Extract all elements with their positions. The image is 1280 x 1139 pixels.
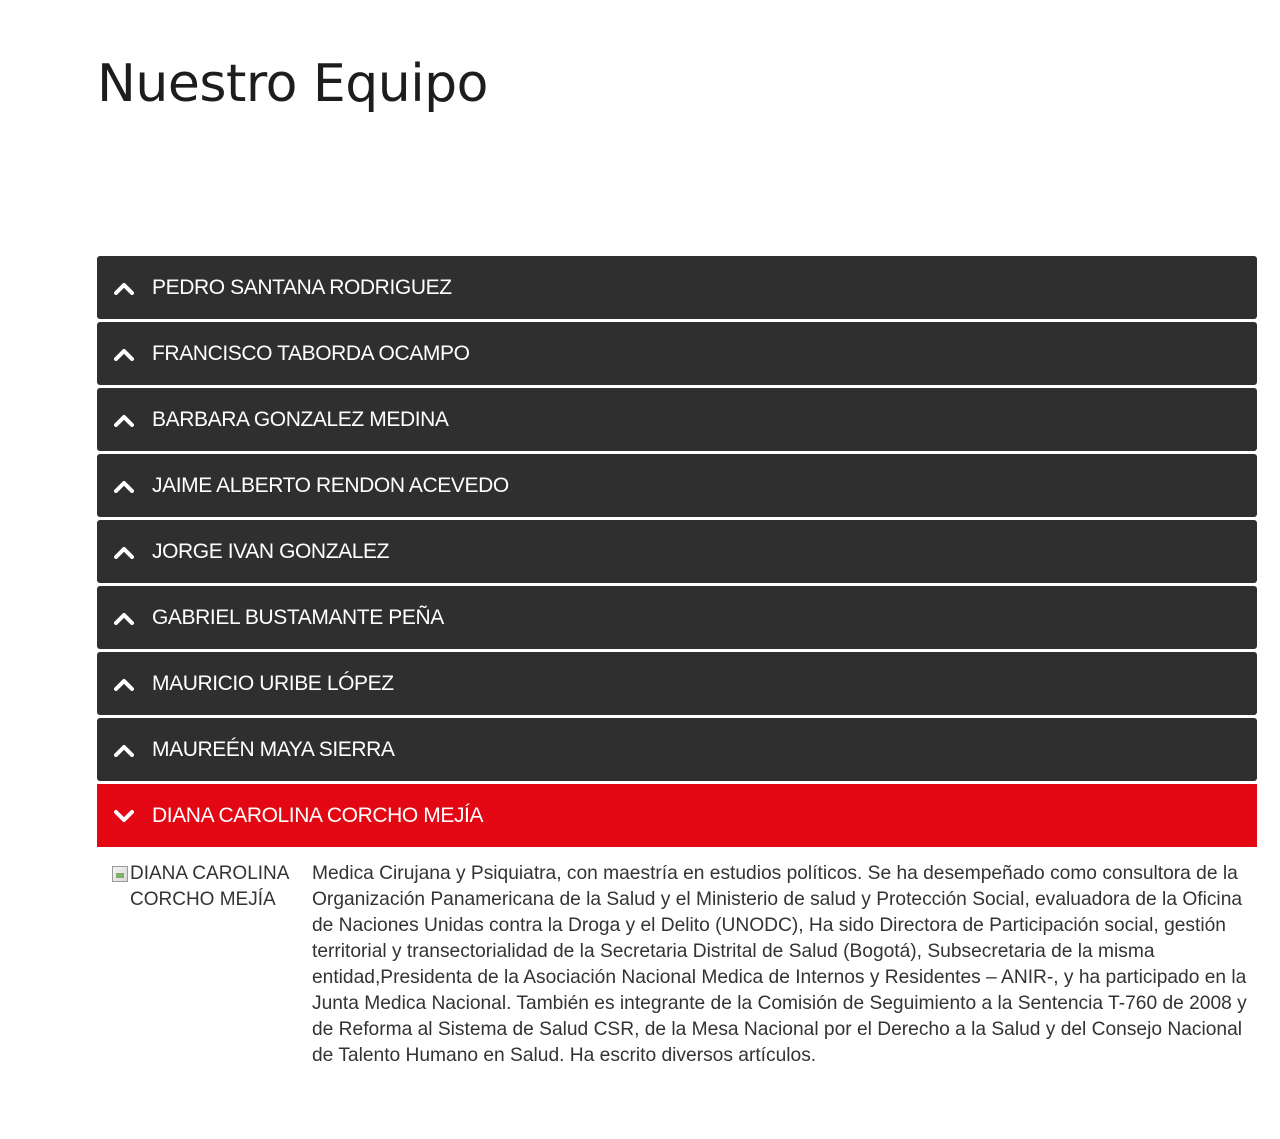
accordion-item <box>97 388 1257 451</box>
team-accordion <box>97 256 1257 1072</box>
accordion-item <box>97 454 1257 517</box>
accordion-header-diana-corcho[interactable] <box>97 784 1257 847</box>
accordion-title: PEDRO SANTANA RODRIGUEZ <box>152 275 452 299</box>
accordion-title: GABRIEL BUSTAMANTE PEÑA <box>152 605 444 629</box>
accordion-header-mauricio-uribe[interactable] <box>97 652 1257 715</box>
accordion-title: JORGE IVAN GONZALEZ <box>152 539 390 563</box>
accordion-panel <box>97 847 1257 1069</box>
accordion-item <box>97 586 1257 649</box>
accordion-header-pedro-santana[interactable] <box>97 256 1257 319</box>
accordion-title: FRANCISCO TABORDA OCAMPO <box>152 341 470 365</box>
chevron-down-icon <box>111 806 137 826</box>
accordion-header-jaime-rendon[interactable] <box>97 454 1257 517</box>
accordion-item <box>97 322 1257 385</box>
accordion-item <box>97 520 1257 583</box>
chevron-up-icon <box>111 674 137 694</box>
accordion-header-barbara-gonzalez[interactable] <box>97 388 1257 451</box>
chevron-up-icon <box>111 542 137 562</box>
accordion-header-jorge-gonzalez[interactable] <box>97 520 1257 583</box>
chevron-up-icon <box>111 410 137 430</box>
chevron-up-icon <box>111 608 137 628</box>
chevron-up-icon <box>111 344 137 364</box>
accordion-header-gabriel-bustamante[interactable] <box>97 586 1257 649</box>
accordion-header-maureen-maya[interactable] <box>97 718 1257 781</box>
member-bio: Medica Cirujana y Psiquiatra, con maestría en estudios políticos. Se ha desempeñado como consultora de la Organización Panamericana de la Salud y el Ministerio de salud y Protección Social, evaluadora de la Oficina de Naciones Unidas contra la Droga y el Delito (UNODC), Ha sido Directora de Participación social, gestión territorial y transectorialidad de la Secretaria Distrital de Salud (Bogotá), Subsecretaria de la misma entidad,Presidenta de la Asociación Nacional Medica de Internos y Residentes – ANIR-, y ha participado en la Junta Medica Nacional. También es integrante de la Comisión de Seguimiento a la Sentencia T-760 de 2008 y de Reforma al Sistema de Salud CSR, de la Mesa Nacional por el Derecho a la Salud y del Consejo Nacional de Talento Humano en Salud. Ha escrito diversos artículos. <box>312 863 1247 1066</box>
accordion-header-francisco-taborda[interactable] <box>97 322 1257 385</box>
accordion-item <box>97 718 1257 781</box>
member-photo-alt-text: DIANA CAROLINA CORCHO MEJÍA <box>130 863 289 910</box>
accordion-item <box>97 256 1257 319</box>
member-photo <box>112 861 312 1069</box>
accordion-title: BARBARA GONZALEZ MEDINA <box>152 407 449 431</box>
chevron-up-icon <box>111 476 137 496</box>
accordion-title: JAIME ALBERTO RENDON ACEVEDO <box>152 473 509 497</box>
accordion-title: MAUREÉN MAYA SIERRA <box>152 737 395 761</box>
broken-image-icon <box>112 866 128 882</box>
accordion-title: DIANA CAROLINA CORCHO MEJÍA <box>152 803 484 827</box>
accordion-item-expanded <box>97 784 1257 1069</box>
chevron-up-icon <box>111 740 137 760</box>
page-title: Nuestro Equipo <box>97 54 488 114</box>
chevron-up-icon <box>111 278 137 298</box>
accordion-item <box>97 652 1257 715</box>
accordion-title: MAURICIO URIBE LÓPEZ <box>152 671 394 695</box>
